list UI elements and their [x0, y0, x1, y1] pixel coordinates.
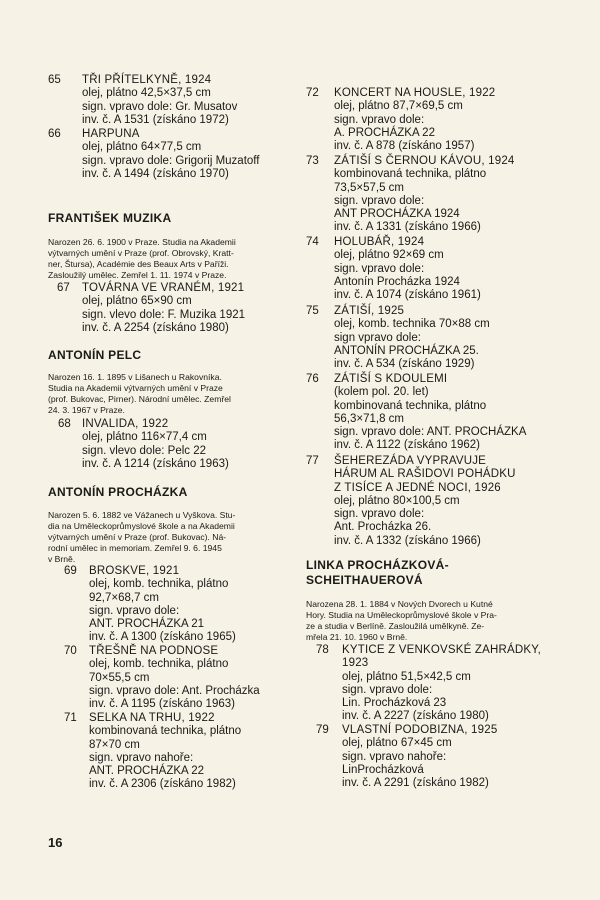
entry-number: 65 — [48, 74, 61, 86]
entry-body — [89, 645, 260, 711]
bio-line: Narozen 16. 1. 1895 v Lišanech u Rakovníka. — [48, 372, 222, 382]
entry-number: 76 — [306, 373, 319, 385]
entry-line: Antonín Procházka 1924 — [334, 275, 460, 288]
entry-line: sign. vpravo nahoře: — [89, 751, 194, 764]
entry-number: 72 — [306, 87, 319, 99]
entry-line: ANT. PROCHÁZKA 22 — [89, 765, 205, 778]
bio-line: rodní umělec in memoriam. Zemřel 9. 6. 1945 — [48, 542, 222, 553]
entry-number: 68 — [58, 418, 71, 430]
entry-line: sign. vpravo dole: ANT. PROCHÁZKA — [334, 426, 527, 439]
entry-title: TŘI PŘÍTELKYNĚ, 1924 — [82, 74, 212, 86]
entry-line: inv. č. A 2254 (získáno 1980) — [82, 321, 229, 334]
entry-number: 77 — [306, 455, 319, 467]
entry-line: kombinovaná technika, plátno — [334, 168, 487, 181]
entry-line: kombinovaná technika, plátno — [89, 725, 242, 738]
entry-line: sign. vpravo dole: — [334, 262, 425, 275]
entry-title: ZÁTIŠÍ, 1925 — [334, 305, 405, 317]
entry-line: 56,3×71,8 cm — [334, 412, 405, 425]
entry-number: 79 — [316, 724, 329, 736]
entry-line: Ant. Procházka 26. — [334, 521, 432, 534]
entry-title-continued: 1923 — [342, 657, 369, 670]
entry-title: TOVÁRNA VE VRANÉM, 1921 — [82, 282, 245, 294]
entry-title: INVALIDA, 1922 — [82, 418, 169, 430]
entry-line: olej, plátno 87,7×69,5 cm — [334, 100, 463, 113]
entry-line: sign. vpravo dole: Ant. Procházka — [89, 684, 260, 697]
entry-line: olej, plátno 80×100,5 cm — [334, 494, 460, 507]
entry-line: sign. vlevo dole: Pelc 22 — [82, 444, 207, 457]
entry-title: KONCERT NA HOUSLE, 1922 — [334, 87, 496, 99]
entry-line: 87×70 cm — [89, 738, 140, 751]
entry-line: 92,7×68,7 cm — [89, 591, 160, 604]
bio-line: ze a studia v Berlíně. Zasloužilá umělkyně. Ze- — [306, 620, 485, 631]
bio-line: výtvarných umění v Praze (prof. Obrovský, Kratt- — [48, 247, 234, 258]
entry-line: inv. č. A 2306 (získáno 1982) — [89, 778, 236, 791]
entry-line: sign. vpravo nahoře: — [342, 750, 447, 763]
entry-line: inv. č. A 878 (získáno 1957) — [334, 140, 475, 153]
entry-line: 73,5×57,5 cm — [334, 181, 405, 194]
entry-title: VLASTNÍ PODOBIZNA, 1925 — [342, 724, 498, 736]
entry-line: inv. č. A 534 (získáno 1929) — [334, 358, 475, 371]
entry-line: sign. vpravo dole: — [334, 113, 425, 126]
entry-line: sign. vpravo dole: — [334, 508, 425, 521]
entry-number: 75 — [306, 305, 319, 317]
entry-line: sign. vpravo dole: — [89, 604, 180, 617]
artist-name-line: SCHEITHAUEROVÁ — [306, 573, 423, 587]
entry-line: inv. č. A 1122 (získáno 1962) — [334, 439, 480, 452]
entry-number: 78 — [316, 644, 329, 656]
entry-line: olej, komb. technika, plátno — [89, 658, 229, 671]
entry-line: sign. vpravo dole: Gr. Musatov — [82, 100, 238, 113]
entry-title: HARPUNA — [82, 128, 140, 140]
entry-body — [82, 418, 229, 471]
entry-title-continued: Z TISÍCE A JEDNÉ NOCI, 1926 — [334, 481, 501, 494]
entry-number: 69 — [64, 565, 77, 577]
bio-line: 24. 3. 1967 v Praze. — [48, 404, 125, 415]
entry-line: olej, plátno 116×77,4 cm — [82, 431, 207, 444]
entry-line: olej, plátno 64×77,5 cm — [82, 141, 202, 154]
bio-line: mřela 21. 10. 1960 v Brně. — [306, 631, 408, 642]
artist-bio — [306, 599, 497, 643]
bio-line: Studia na Akademii výtvarných umění v Praze — [48, 382, 223, 393]
entry-line: inv. č. A 1331 (získáno 1966) — [334, 221, 481, 234]
entry-number: 73 — [306, 155, 319, 167]
entry-line: A. PROCHÁZKA 22 — [334, 126, 435, 139]
entry-line: LinProcházková — [342, 763, 424, 776]
entry-line: ANT PROCHÁZKA 1924 — [334, 208, 460, 221]
artist-bio — [48, 510, 235, 565]
entry-body — [334, 455, 516, 548]
entry-line: ANT. PROCHÁZKA 21 — [89, 618, 205, 631]
entry-line: inv. č. A 1074 (získáno 1961) — [334, 289, 481, 302]
entry-line: 70×55,5 cm — [89, 671, 150, 684]
entry-line: ANTONÍN PROCHÁZKA 25. — [334, 344, 479, 357]
entry-body — [334, 155, 515, 235]
entry-body — [334, 373, 526, 453]
artist-name — [306, 558, 449, 588]
entry-title-continued: HÁRUM AL RAŠIDOVI POHÁDKU — [334, 468, 516, 481]
entry-line: sign. vlevo dole: F. Muzika 1921 — [82, 308, 246, 321]
entry-number: 67 — [57, 282, 70, 294]
artist-name: ANTONÍN PROCHÁZKA — [48, 485, 188, 499]
entry-line: olej, plátno 92×69 cm — [334, 249, 444, 262]
artist-bio — [48, 372, 231, 416]
bio-line: výtvarných umění v Praze (prof. Bukovac). Ná- — [48, 531, 227, 542]
entry-title: ŠEHEREZÁDA VYPRAVUJE — [334, 455, 487, 467]
entry-title: KYTICE Z VENKOVSKÉ ZAHRÁDKY, — [342, 644, 542, 656]
artist-name: FRANTIŠEK MUZIKA — [48, 211, 172, 225]
entry-body — [334, 236, 481, 302]
entry-title: BROSKVE, 1921 — [89, 565, 180, 577]
entry-number: 74 — [306, 236, 319, 248]
entry-body — [342, 724, 497, 790]
entry-body — [89, 565, 236, 645]
entry-body — [334, 87, 495, 153]
bio-line: (prof. Bukovac, Pirner). Národní umělec. Zemřel — [48, 393, 231, 404]
entry-line: inv. č. A 2291 (získáno 1982) — [342, 777, 489, 790]
bio-line: v Brně. — [48, 553, 76, 564]
bio-line: Zasloužilý umělec. Zemřel 1. 11. 1974 v Praze. — [48, 269, 227, 280]
entry-title: ZÁTIŠÍ S KDOULEMI — [334, 373, 448, 385]
bio-line: Narozena 28. 1. 1884 v Nových Dvorech u Kutné — [306, 599, 493, 609]
page-number: 16 — [48, 835, 63, 850]
entry-body — [334, 305, 490, 371]
entry-line: sign. vpravo dole: Grigorij Muzatoff — [82, 154, 260, 167]
entry-title: TŘEŠNĚ NA PODNOSE — [89, 645, 219, 657]
entry-line: sign vpravo dole: — [334, 331, 421, 344]
entry-line: inv. č. A 1531 (získáno 1972) — [82, 113, 229, 126]
artist-bio — [48, 237, 236, 281]
entry-line: olej, plátno 51,5×42,5 cm — [342, 670, 471, 683]
bio-line: Narozen 5. 6. 1882 ve Vážanech u Vyškova. Stu- — [48, 510, 236, 520]
entry-line: sign. vpravo dole: — [334, 194, 425, 207]
entry-body — [342, 644, 541, 724]
entry-body — [89, 712, 241, 792]
entry-title: HOLUBÁŘ, 1924 — [334, 236, 425, 248]
entry-number: 70 — [64, 645, 77, 657]
bio-line: Narozen 26. 6. 1900 v Praze. Studia na Akademii — [48, 237, 236, 247]
bio-line: Hory. Studia na Uměleckoprůmyslové škole v Pra- — [306, 609, 497, 620]
entry-number: 71 — [64, 712, 77, 724]
bio-line: dia na Uměleckoprůmyslové škole a na Akademii — [48, 520, 235, 531]
entry-line: inv. č. A 2227 (získáno 1980) — [342, 710, 489, 723]
entry-line: inv. č. A 1214 (získáno 1963) — [82, 457, 229, 470]
entry-line: olej, plátno 65×90 cm — [82, 295, 192, 308]
artist-name-line: LINKA PROCHÁZKOVÁ- — [306, 558, 449, 572]
entry-line: inv. č. A 1195 (získáno 1963) — [89, 698, 235, 711]
entry-line: inv. č. A 1300 (získáno 1965) — [89, 631, 236, 644]
entry-line: Lin. Procházková 23 — [342, 697, 447, 710]
entry-number: 66 — [48, 128, 61, 140]
artist-name: ANTONÍN PELC — [48, 348, 142, 362]
bio-line: ner, Štursa), Académie des Beaux Arts v Paříži. — [48, 258, 229, 269]
entry-line: sign. vpravo dole: — [342, 683, 433, 696]
entry-line: inv. č. A 1332 (získáno 1966) — [334, 534, 481, 547]
entry-body — [82, 282, 245, 335]
entry-line: olej, komb. technika 70×88 cm — [334, 318, 490, 331]
entry-title: SELKA NA TRHU, 1922 — [89, 712, 215, 724]
entry-line: inv. č. A 1494 (získáno 1970) — [82, 167, 229, 180]
entry-line: olej, plátno 67×45 cm — [342, 737, 452, 750]
entry-line: (kolem pol. 20. let) — [334, 386, 429, 399]
entry-body — [82, 74, 237, 127]
entry-line: kombinovaná technika, plátno — [334, 399, 487, 412]
entry-title: ZÁTIŠÍ S ČERNOU KÁVOU, 1924 — [334, 155, 515, 167]
entry-line: olej, komb. technika, plátno — [89, 578, 229, 591]
entry-line: olej, plátno 42,5×37,5 cm — [82, 87, 211, 100]
entry-body — [82, 128, 259, 181]
